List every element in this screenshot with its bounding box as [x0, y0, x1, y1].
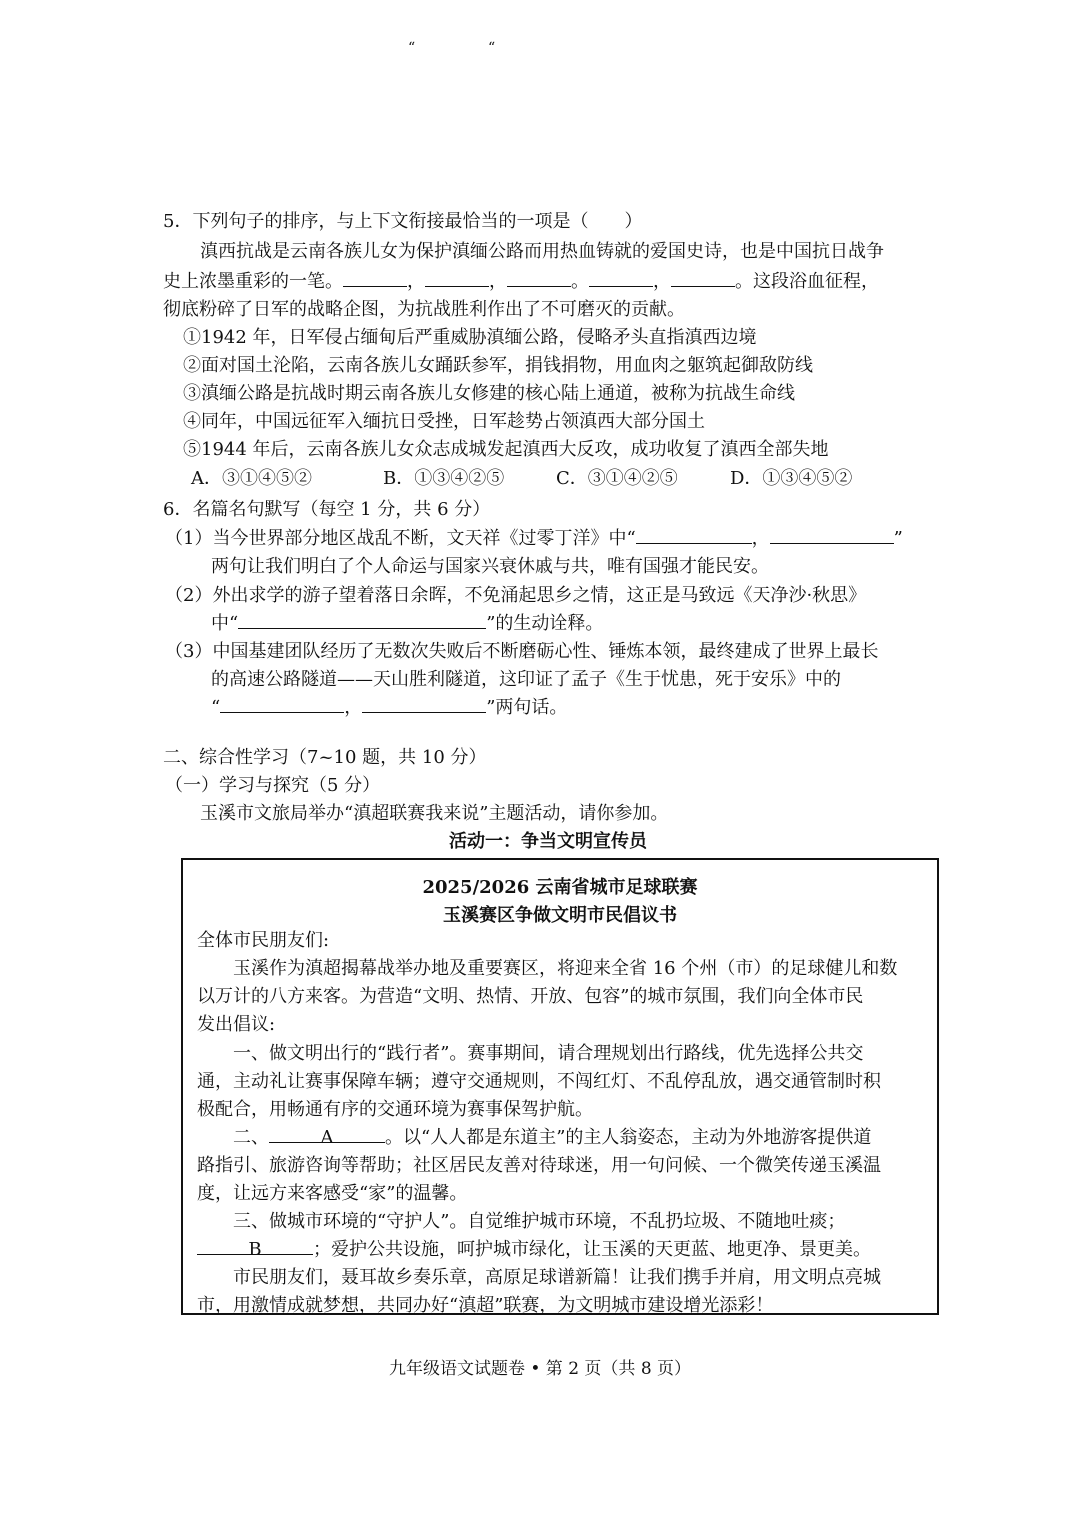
item-text: ，	[751, 528, 770, 549]
proposal-box	[181, 858, 939, 1315]
answer-blank[interactable]	[770, 525, 894, 544]
question-6-item-1	[165, 525, 903, 553]
answer-blank[interactable]	[507, 268, 571, 287]
proposal-text: 。以“人人都是东道主”的主人翁姿态，主动为外地游客提供道	[385, 1127, 872, 1148]
proposal-text: 二、	[197, 1127, 269, 1148]
proposal-line-blank-a	[197, 1124, 871, 1152]
answer-blank[interactable]	[671, 268, 735, 287]
item-text: 中“	[211, 613, 239, 634]
item-text: ”两句话。	[486, 697, 568, 718]
question-6-item-3: （3）中国基建团队经历了无数次失败后不断磨砺心性、锤炼本领，最终建成了世界上最长	[165, 641, 879, 662]
question-6-title: 6．名篇名句默写（每空 1 分，共 6 分）	[163, 499, 491, 520]
passage-text: 。	[571, 271, 589, 292]
passage-text: 。这段浴血征程，	[735, 271, 879, 292]
question-6-item-3-cont: 的高速公路隧道——天山胜利隧道，这印证了孟子《生于忧患，死于安乐》中的	[211, 669, 841, 690]
proposal-title-2: 玉溪赛区争做文明市民倡议书	[443, 905, 677, 926]
answer-blank[interactable]	[636, 525, 752, 544]
option-c[interactable]: C．③①④②⑤	[556, 468, 678, 489]
quote-mark: “	[488, 40, 496, 56]
page-footer: 九年级语文试题卷 • 第 2 页（共 8 页）	[388, 1359, 692, 1379]
question-6-item-2: （2）外出求学的游子望着落日余晖，不免涌起思乡之情，这正是马致远《天净沙·秋思》	[165, 585, 867, 606]
question-5-passage-line: 滇西抗战是云南各族儿女为保护滇缅公路而用热血铸就的爱国史诗，也是中国抗日战争	[200, 241, 884, 262]
section-2-subtitle: （一）学习与探究（5 分）	[165, 775, 381, 796]
item-text: （1）当今世界部分地区战乱不断，文天祥《过零丁洋》中“	[165, 528, 636, 549]
proposal-line: 通，主动礼让赛事保障车辆；遵守交通规则，不闯红灯、不乱停乱放，遇交通管制时积	[197, 1071, 881, 1092]
question-5-sentence: ③滇缅公路是抗战时期云南各族儿女修建的核心陆上通道，被称为抗战生命线	[183, 383, 795, 404]
proposal-line: 发出倡议:	[197, 1014, 276, 1035]
proposal-line: 度，让远方来客感受“家”的温馨。	[197, 1183, 468, 1204]
proposal-line: 极配合，用畅通有序的交通环境为赛事保驾护航。	[197, 1099, 593, 1120]
item-text: ”的生动诠释。	[486, 613, 604, 634]
answer-blank[interactable]	[589, 268, 653, 287]
proposal-title-1: 2025/2026 云南省城市足球联赛	[422, 877, 698, 898]
item-text: ”	[893, 528, 903, 549]
passage-text: 史上浓墨重彩的一笔。	[163, 271, 343, 292]
answer-blank[interactable]	[220, 694, 344, 713]
section-2-title: 二、综合性学习（7~10 题，共 10 分）	[163, 747, 487, 768]
proposal-line: 路指引、旅游咨询等帮助；社区居民友善对待球迷，用一句问候、一个微笑传递玉溪温	[197, 1155, 881, 1176]
question-6-item-2-cont	[211, 610, 603, 638]
proposal-line-blank-b	[197, 1236, 871, 1264]
question-5-sentence: ②面对国土沦陷，云南各族儿女踊跃参军，捐钱捐物，用血肉之躯筑起御敌防线	[183, 355, 813, 376]
blank-b[interactable]: B	[197, 1236, 313, 1255]
question-5-sentence: ①1942 年，日军侵占缅甸后严重威胁滇缅公路，侵略矛头直指滇西边境	[183, 327, 757, 348]
question-6-item-3-cont	[211, 694, 567, 722]
item-text: “	[211, 697, 221, 718]
answer-blank[interactable]	[343, 268, 407, 287]
section-2-intro: 玉溪市文旅局举办“滇超联赛我来说”主题活动，请你参加。	[200, 803, 669, 824]
answer-blank[interactable]	[362, 694, 486, 713]
answer-blank[interactable]	[362, 610, 486, 629]
option-d[interactable]: D．①③④⑤②	[730, 468, 853, 489]
passage-text: ，	[407, 271, 425, 292]
question-5-passage-line: 彻底粉碎了日军的战略企图，为抗战胜利作出了不可磨灭的贡献。	[163, 299, 685, 320]
option-b[interactable]: B．①③④②⑤	[383, 468, 505, 489]
proposal-line: 市民朋友们，聂耳故乡奏乐章，高原足球谱新篇！让我们携手并肩，用文明点亮城	[197, 1267, 881, 1288]
quote-mark: “	[408, 40, 416, 56]
proposal-line: 市，用激情成就梦想，共同办好“滇超”联赛，为文明城市建设增光添彩！	[197, 1295, 774, 1316]
proposal-line: 一、做文明出行的“践行者”。赛事期间，请合理规划出行路线，优先选择公共交	[197, 1043, 864, 1064]
answer-blank[interactable]	[238, 610, 362, 629]
proposal-line: 玉溪作为滇超揭幕战举办地及重要赛区，将迎来全省 16 个州（市）的足球健儿和数	[197, 958, 898, 979]
question-5-sentence: ④同年，中国远征军入缅抗日受挫，日军趁势占领滇西大部分国土	[183, 411, 705, 432]
item-text: ，	[344, 697, 363, 718]
question-5-sentence: ⑤1944 年后，云南各族儿女众志成城发起滇西大反攻，成功收复了滇西全部失地	[183, 439, 829, 460]
blank-a[interactable]: A	[269, 1124, 385, 1143]
activity-title: 活动一：争当文明宣传员	[449, 831, 647, 852]
question-5-passage-line	[163, 268, 879, 296]
proposal-text: ；爱护公共设施，呵护城市绿化，让玉溪的天更蓝、地更净、景更美。	[313, 1239, 871, 1260]
option-a[interactable]: A．③①④⑤②	[191, 468, 312, 489]
proposal-line: 全体市民朋友们:	[197, 930, 330, 951]
proposal-line: 以万计的八方来客。为营造“文明、热情、开放、包容”的城市氛围，我们向全体市民	[197, 986, 864, 1007]
question-5-title: 5．下列句子的排序，与上下文衔接最恰当的一项是（ ）	[163, 211, 643, 232]
passage-text: ，	[489, 271, 507, 292]
passage-text: ，	[653, 271, 671, 292]
stray-quote-marks	[408, 40, 568, 56]
question-6-item-1-cont: 两句让我们明白了个人命运与国家兴衰休戚与共，唯有国强才能民安。	[211, 556, 769, 577]
answer-blank[interactable]	[425, 268, 489, 287]
proposal-line: 三、做城市环境的“守护人”。自觉维护城市环境，不乱扔垃圾、不随地吐痰；	[197, 1211, 846, 1232]
